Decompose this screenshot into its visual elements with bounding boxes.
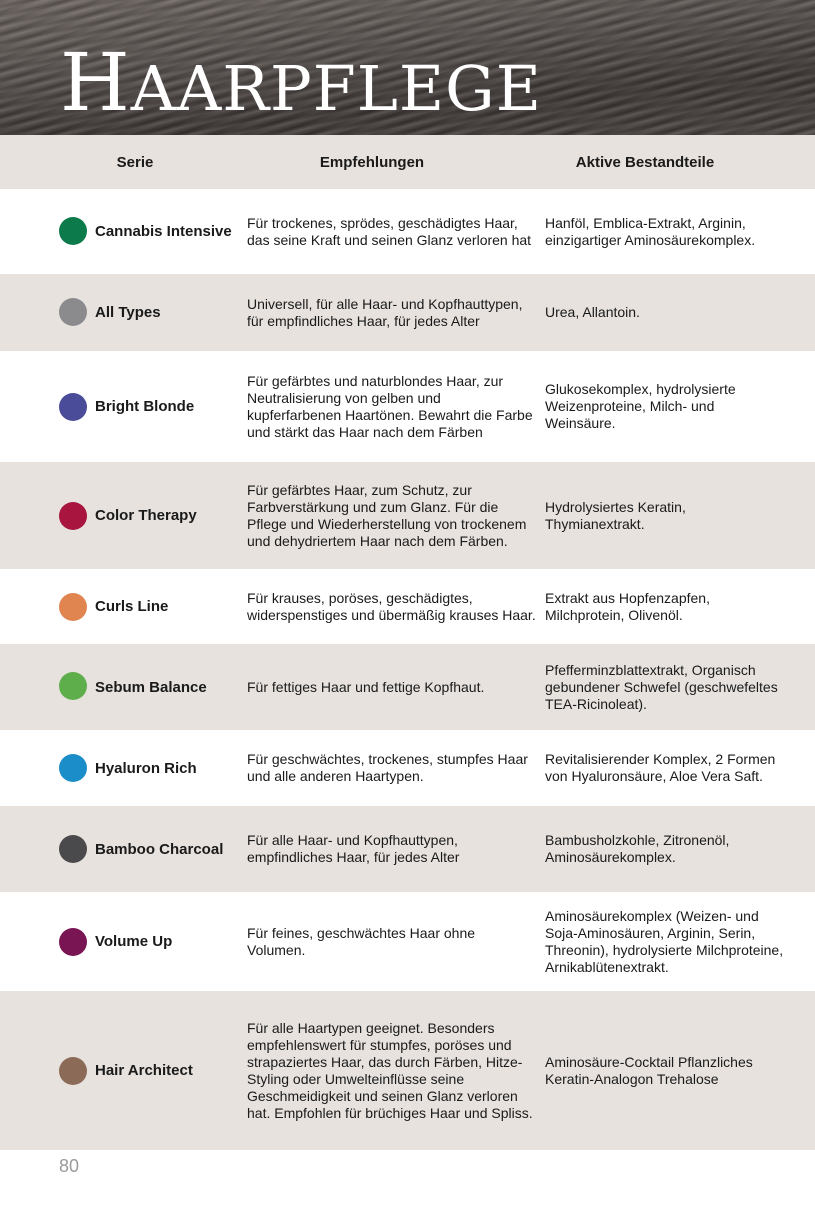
page-number: 80 [59, 1156, 80, 1176]
series-color-dot [59, 1057, 87, 1085]
series-color-dot [59, 754, 87, 782]
table-row [0, 644, 815, 730]
series-color-dot [59, 593, 87, 621]
table-row [0, 462, 815, 569]
active-ingredients: Hanföl, Emblica-Extrakt, Arginin, einzigartiger Aminosäurekomplex. [545, 214, 756, 248]
series-color-dot [59, 672, 87, 700]
page-title-initial: H [60, 36, 131, 129]
recommendation: Für gefärbtes und naturblondes Haar, zur Neutralisierung von gelben und kupferfarbenen Haartönen. Bewahrt die Farbe und stärkt das Haar nach dem Färben [247, 372, 533, 440]
series-color-dot [59, 928, 87, 956]
active-ingredients: Aminosäure-Cocktail Pflanzliches Keratin-Analogon Trehalose [545, 1053, 753, 1087]
series-name: Bright Blonde [95, 398, 195, 415]
series-name: Curls Line [95, 598, 169, 615]
recommendation: Für alle Haar- und Kopfhauttypen, empfindliches Haar, für jedes Alter [247, 832, 460, 865]
header-bestandteile: Aktive Bestandteile [575, 153, 715, 171]
series-name: All Types [95, 304, 161, 321]
table-row [0, 730, 815, 806]
recommendation: Für fettiges Haar und fettige Kopfhaut. [247, 678, 485, 695]
series-color-dot [59, 298, 87, 326]
series-name: Sebum Balance [95, 678, 207, 696]
table-header [0, 135, 815, 189]
hair-banner [0, 0, 815, 135]
table-row [0, 274, 815, 351]
active-ingredients: Aminosäurekomplex (Weizen- und Soja-Aminosäuren, Arginin, Serin, Threonin), hydrolysierte Milchproteine, Arnikablütenextrakt. [545, 907, 784, 975]
series-name: Hair Architect [95, 1062, 193, 1079]
series-color-dot [59, 393, 87, 421]
active-ingredients: Hydrolysiertes Keratin, Thymianextrakt. [545, 498, 686, 532]
active-ingredients: Urea, Allantoin. [545, 304, 640, 320]
recommendation: Für krauses, poröses, geschädigtes, widerspenstiges und übermäßig krauses Haar. [247, 589, 536, 623]
series-color-dot [59, 835, 87, 863]
series-name: Cannabis Intensive [95, 223, 232, 240]
recommendation: Für trockenes, sprödes, geschädigtes Haar, das seine Kraft und seinen Glanz verloren hat [247, 214, 532, 248]
table-row [0, 189, 815, 274]
recommendation: Für geschwächtes, trockenes, stumpfes Haar und alle anderen Haartypen. [247, 751, 528, 784]
table-row [0, 806, 815, 892]
recommendation: Für feines, geschwächtes Haar ohne Volumen. [247, 924, 476, 958]
series-name: Volume Up [95, 933, 173, 950]
recommendation: Für alle Haartypen geeignet. Besonders empfehlenswert für stumpfes, poröses und strapaziertes Haar, das durch Färben, Hitze-Styling oder Umwelteinflüsse seine Geschmeidigkeit und seinen Glanz verloren hat. Empfohlen für brüchiges Haar und Spliss. [247, 1019, 533, 1121]
page-title-rest: AARPFLEGE [130, 52, 542, 125]
series-color-dot [59, 217, 87, 245]
series-name: Color Therapy [95, 507, 197, 524]
recommendation: Für gefärbtes Haar, zum Schutz, zur Farbverstärkung und zum Glanz. Für die Pflege und Wiederherstellung von trockenem und dehydriertem Haar nach dem Färben. [247, 481, 527, 549]
series-name: Hyaluron Rich [95, 759, 197, 777]
header-serie: Serie [116, 153, 154, 171]
active-ingredients: Bambusholzkohle, Zitronenöl, Aminosäurekomplex. [545, 832, 730, 865]
table-row [0, 569, 815, 644]
active-ingredients: Glukosekomplex, hydrolysierte Weizenproteine, Milch- und Weinsäure. [545, 381, 736, 431]
active-ingredients: Revitalisierender Komplex, 2 Formen von Hyaluronsäure, Aloe Vera Saft. [545, 751, 776, 784]
table-row [0, 991, 815, 1150]
active-ingredients: Extrakt aus Hopfenzapfen, Milchprotein, Olivenöl. [545, 589, 710, 623]
table-row [0, 351, 815, 462]
page-title [60, 38, 542, 134]
active-ingredients: Pfefferminzblattextrakt, Organisch gebundener Schwefel (geschwefeltes TEA-Ricinoleat). [545, 661, 778, 712]
table-row [0, 892, 815, 991]
product-table [0, 135, 815, 1150]
series-name: Bamboo Charcoal [95, 840, 224, 858]
header-empfehlungen: Empfehlungen [319, 153, 425, 171]
recommendation: Universell, für alle Haar- und Kopfhauttypen, für empfindliches Haar, für jedes Alter [247, 295, 523, 329]
series-color-dot [59, 502, 87, 530]
